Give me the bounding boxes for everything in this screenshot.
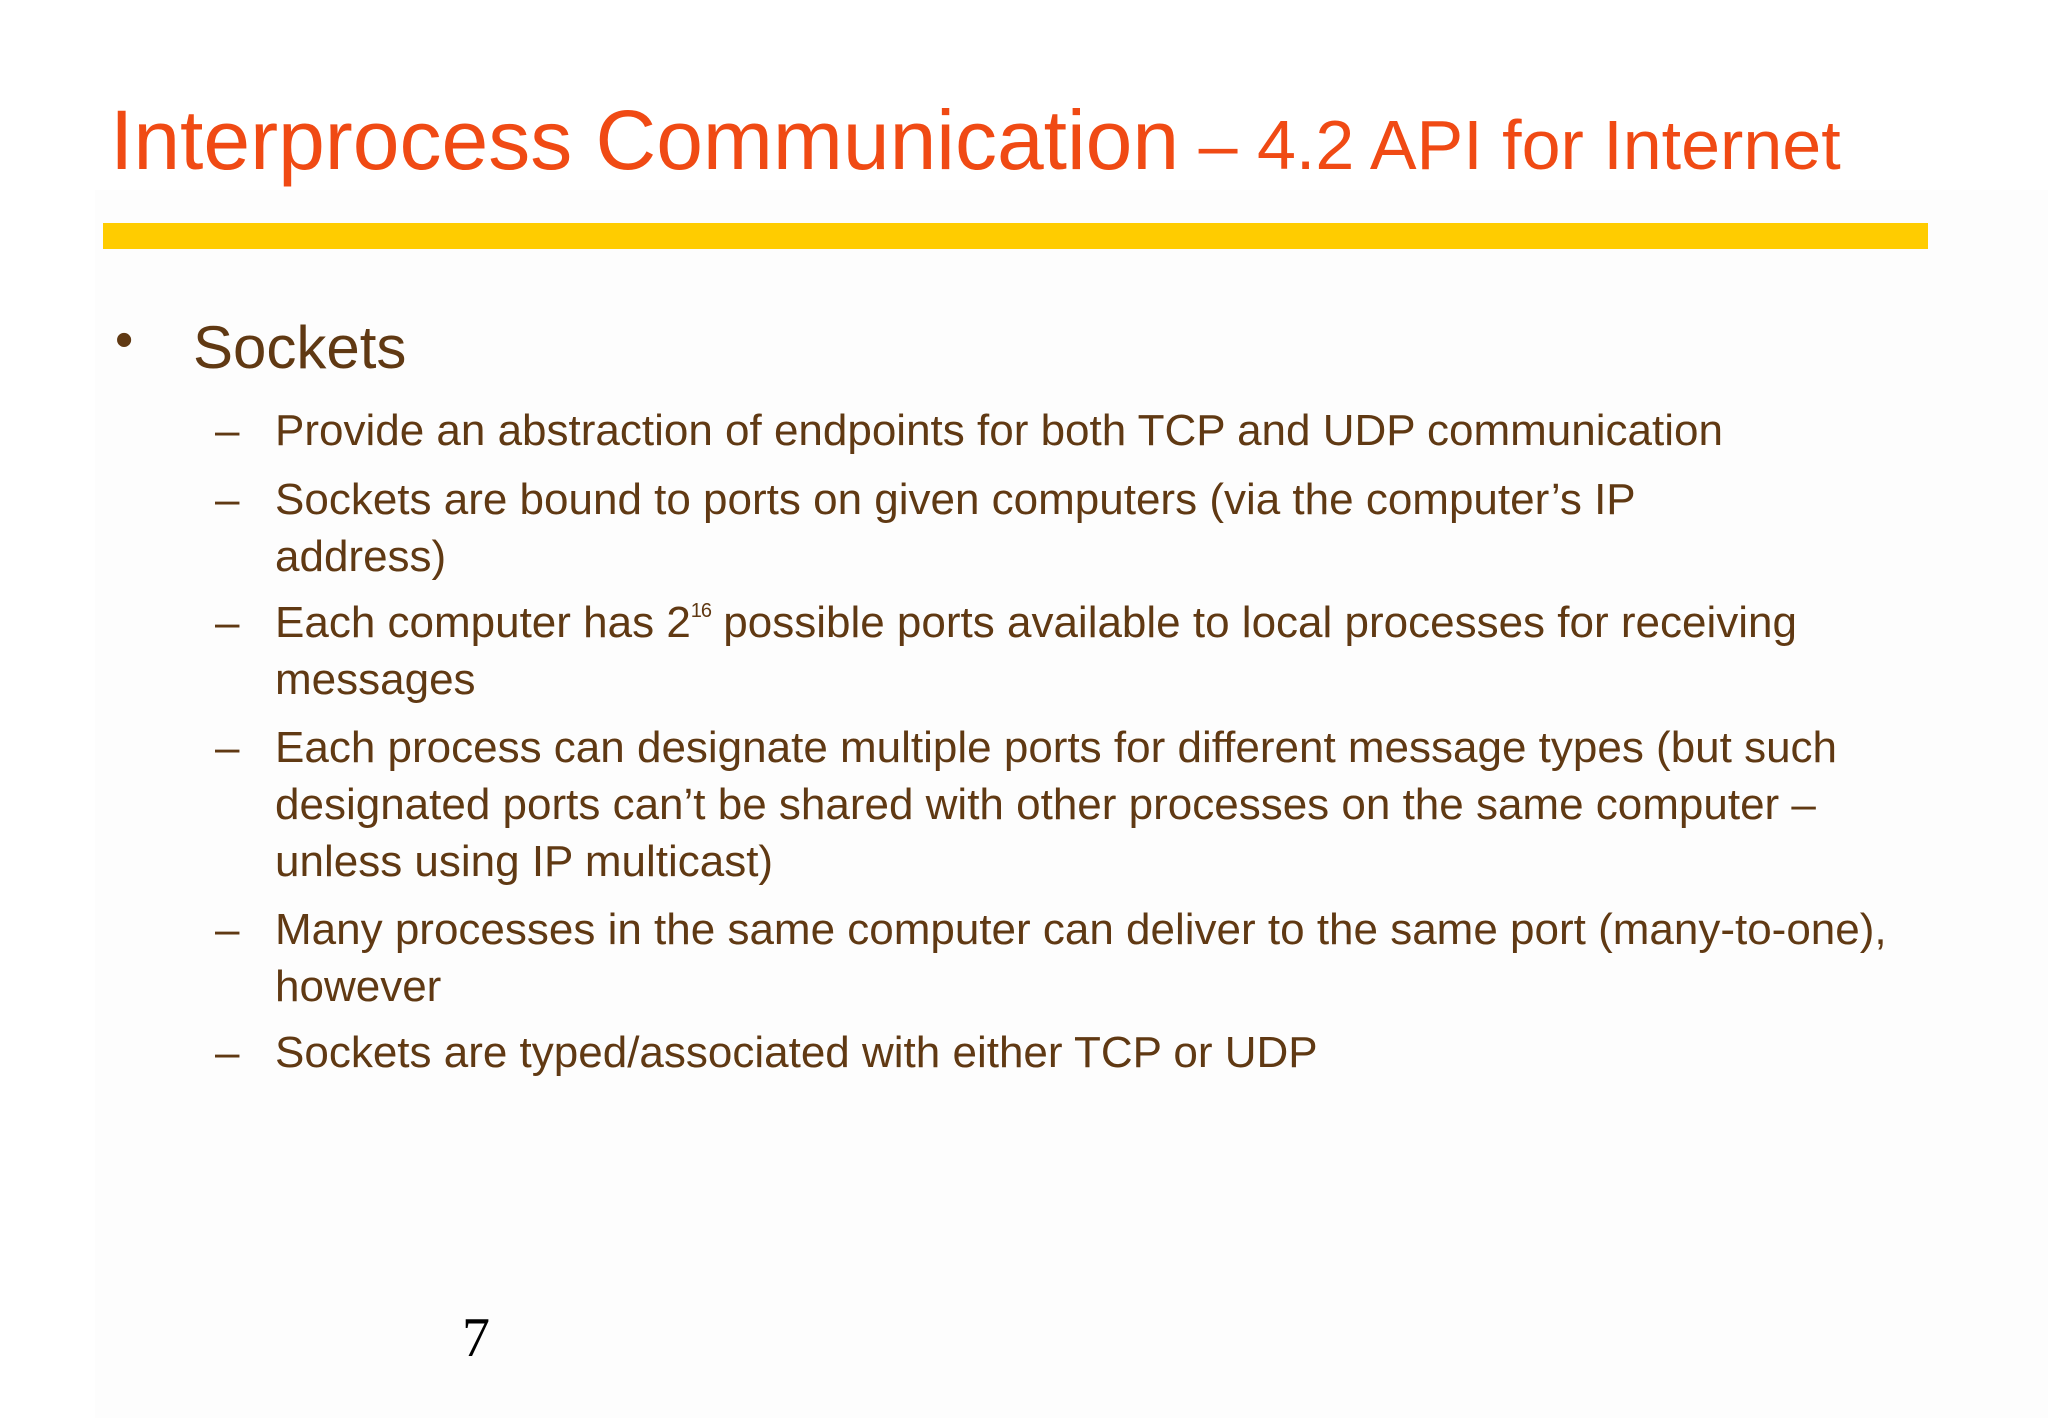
dash-icon: – xyxy=(215,475,240,524)
dash-icon: – xyxy=(215,905,240,954)
dash-icon: – xyxy=(215,723,240,772)
sub-item-text: Sockets are typed/associated with either TCP or UDP xyxy=(275,1028,1318,1077)
sub-item-text: Many processes in the same computer can deliver to the same port (many-to-one), however xyxy=(275,905,1887,1011)
page-number: 7 xyxy=(462,1307,490,1369)
bullet-dot-icon: • xyxy=(115,311,134,369)
slide-title xyxy=(110,93,1841,187)
dash-icon: – xyxy=(215,1028,240,1077)
title-main: Interprocess Communication xyxy=(110,93,1180,187)
sub-item-text-after: possible ports available to local processes for receiving messages xyxy=(275,598,1797,704)
sub-item-text: Sockets are bound to ports on given computers (via the computer’s IP address) xyxy=(275,475,1635,581)
sub-item-text xyxy=(275,594,1955,708)
superscript-exponent: 16 xyxy=(690,600,712,622)
sub-item-text: Each process can designate multiple ports for different message types (but such designated ports can’t be shared with other processes on the same computer – unless using IP multicast) xyxy=(275,723,1838,886)
sub-item-text-before: Each computer has 2 xyxy=(275,598,691,647)
sub-item-text: Provide an abstraction of endpoints for both TCP and UDP communication xyxy=(275,406,1723,455)
dash-icon: – xyxy=(215,598,240,647)
dash-icon: – xyxy=(215,406,240,455)
title-underline-rule xyxy=(103,223,1928,249)
bullet-text: Sockets xyxy=(193,314,407,381)
title-subtitle: – 4.2 API for Internet xyxy=(1179,106,1841,184)
